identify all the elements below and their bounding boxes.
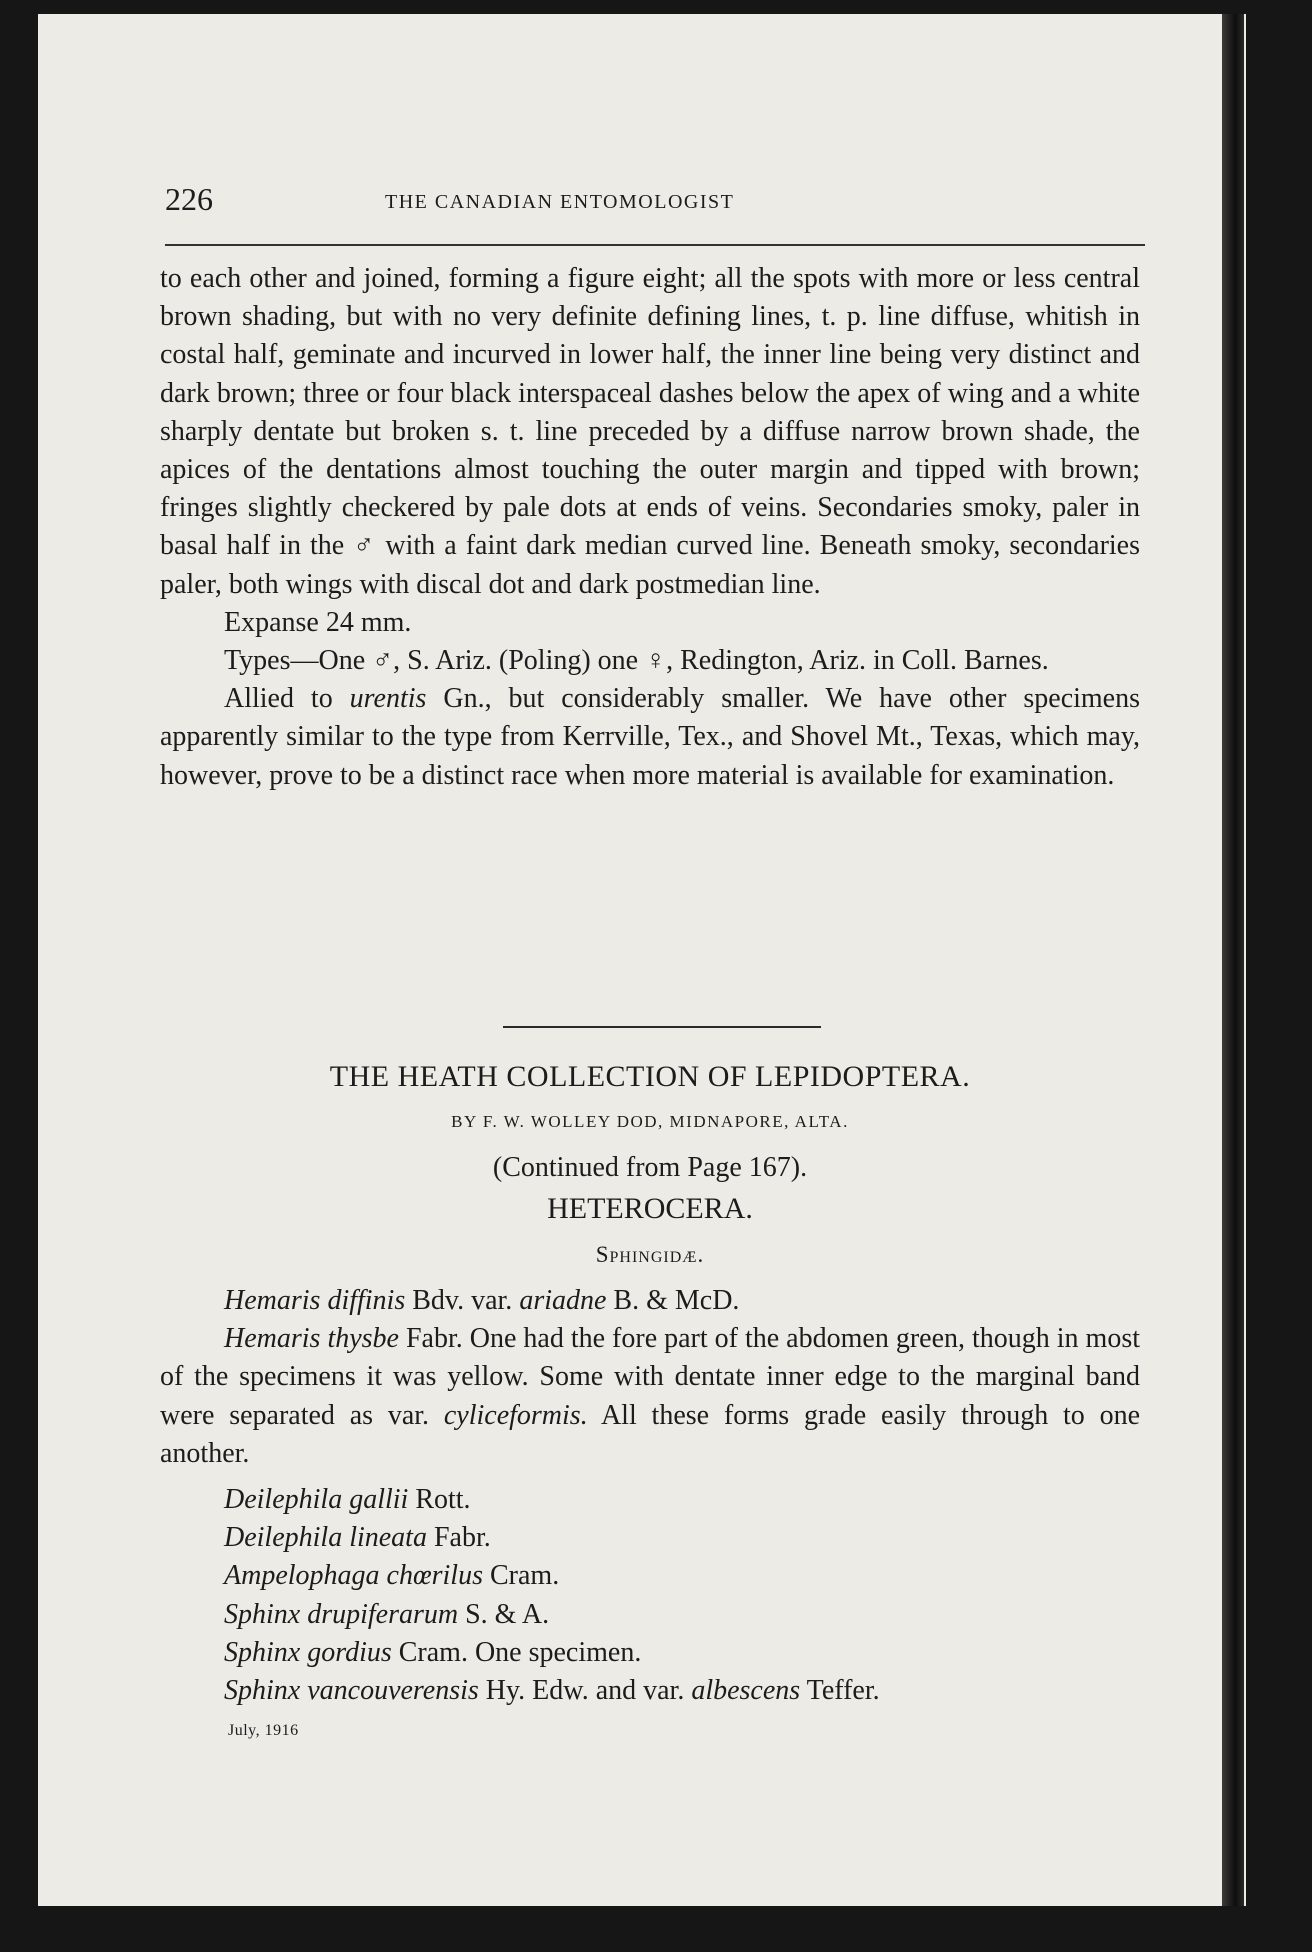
species-entry	[160, 1557, 1140, 1595]
running-head: THE CANADIAN ENTOMOLOGIST	[385, 191, 735, 213]
footer-date: July, 1916	[228, 1722, 299, 1739]
expanse-line: Expanse 24 mm.	[224, 606, 412, 638]
species-entry	[160, 1519, 1140, 1557]
types-paragraph: Types—One ♂, S. Ariz. (Poling) one ♀, Redington, Ariz. in Coll. Barnes.	[224, 645, 1049, 677]
species-name: Hemaris diffinis	[224, 1285, 406, 1316]
species-entry	[160, 1282, 1140, 1320]
species-name: Deilephila lineata	[224, 1522, 427, 1554]
species-name: Sphinx gordius	[224, 1636, 392, 1668]
species-name: Ampelophaga chœrilus	[224, 1560, 483, 1592]
species-text: Fabr. One had the fore part of the abdomen green, though in most of the specimens it was yellow. Some with dentate inner edge to the marginal band were separated as var.	[160, 1323, 1141, 1431]
continued-note: (Continued from Page 167).	[492, 1152, 808, 1183]
species-var: ariadne	[519, 1285, 607, 1316]
allied-paragraph	[160, 680, 1140, 795]
species-name: Sphinx vancouverensis	[224, 1675, 479, 1707]
header-rule	[165, 244, 1145, 246]
continued-description	[160, 260, 1140, 795]
species-var: cyliceformis.	[443, 1399, 588, 1431]
species-text: Bdv. var.	[405, 1285, 520, 1316]
species-text: Teffer.	[800, 1675, 880, 1707]
species-text: All these forms grade easily through to one another.	[160, 1399, 1140, 1469]
species-var: albescens	[691, 1675, 801, 1707]
species-name: Hemaris thysbe	[224, 1323, 399, 1355]
species-text: B. & McD.	[606, 1285, 740, 1316]
species-text: Cram. One specimen.	[391, 1636, 642, 1668]
species-text: Rott.	[408, 1484, 471, 1516]
species-entry	[160, 1481, 1140, 1519]
description-paragraph: to each other and joined, forming a figure eight; all the spots with more or less central brown shading, but with no very definite defining lines, t. p. line diffuse, whitish in costal half, geminate and incurved in lower half, the inner line being very distinct and dark brown; three or four black interspaceal dashes below the apex of wing and a white sharply dentate but broken s. t. line preceded by a diffuse narrow brown shade, the apices of the dentations almost touching the outer margin and tipped with brown; fringes slightly checkered by pale dots at ends of veins. Secondaries smoky, paler in basal half in the ♂ with a faint dark median curved line. Beneath smoky, secondaries paler, both wings with discal dot and dark postmedian line.	[160, 263, 1140, 600]
species-name: Sphinx drupiferarum	[224, 1598, 459, 1630]
family-heading: Sphingidæ.	[595, 1242, 705, 1267]
allied-rest: Gn., but considerably smaller. We have other specimens apparently similar to the type from Kerrville, Tex., and Shovel Mt., Texas, which may, however, prove to be a distinct race when more material is available for examination.	[160, 683, 1141, 791]
section-divider	[503, 1026, 821, 1028]
article-byline: BY F. W. WOLLEY DOD, MIDNAPORE, ALTA.	[451, 1112, 849, 1131]
species-entry	[160, 1672, 1140, 1710]
species-list	[160, 1282, 1140, 1710]
allied-species: urentis	[349, 683, 427, 715]
section-heading: HETEROCERA.	[547, 1192, 753, 1225]
book-spine	[1222, 14, 1244, 1906]
species-text: Hy. Edw. and var.	[478, 1675, 692, 1707]
species-name: Deilephila gallii	[224, 1484, 409, 1516]
species-text: Fabr.	[426, 1522, 491, 1554]
article-title: THE HEATH COLLECTION OF LEPIDOPTERA.	[329, 1060, 971, 1093]
species-text: Cram.	[483, 1560, 560, 1592]
species-entry	[160, 1320, 1140, 1473]
page-number: 226	[165, 181, 213, 217]
species-text: S. & A.	[458, 1598, 550, 1630]
allied-prefix: Allied to	[224, 683, 350, 715]
species-entry	[160, 1596, 1140, 1634]
page-header	[165, 181, 1145, 231]
species-entry	[160, 1634, 1140, 1672]
